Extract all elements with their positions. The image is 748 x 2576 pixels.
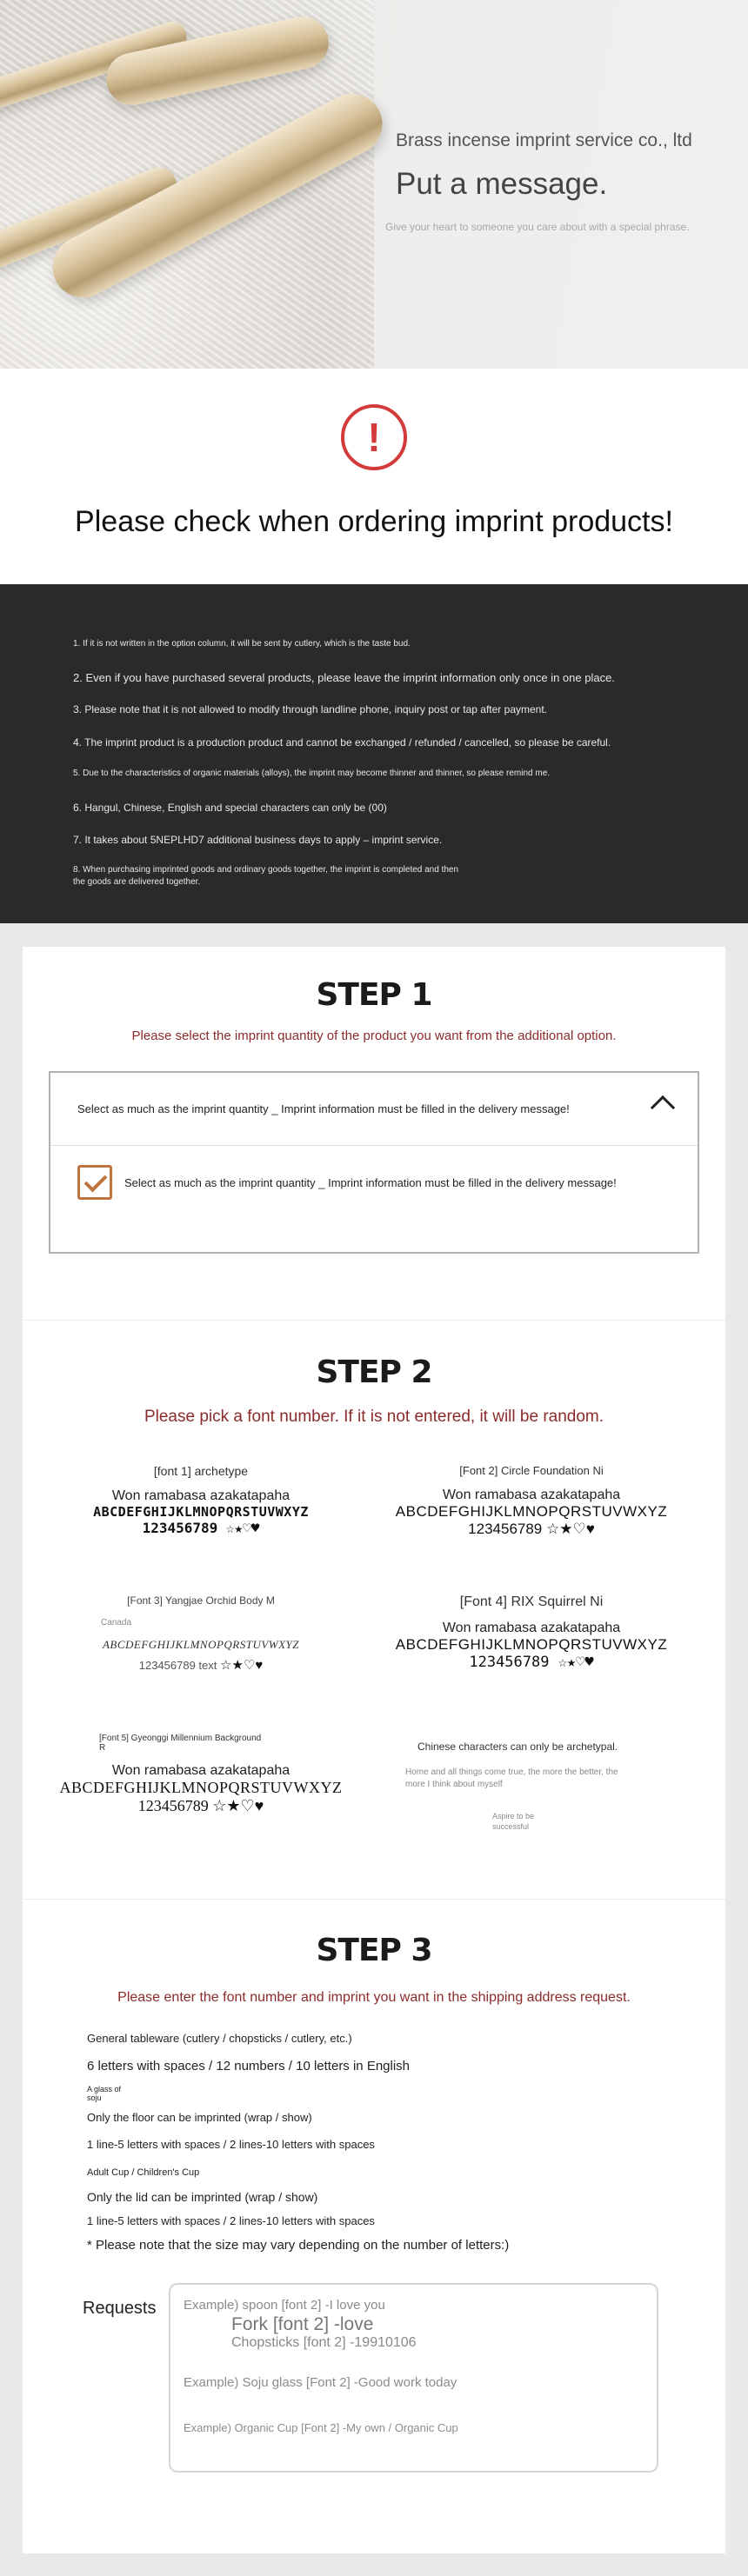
glass-note: Only the floor can be imprinted (wrap / show): [87, 2111, 312, 2124]
font-alphabet: ABCDEFGHIJKLMNOPQRSTUVWXYZ: [395, 1503, 668, 1520]
size-note: * Please note that the size may vary depending on the number of letters:): [87, 2238, 510, 2253]
notice-title: Please check when ordering imprint products!: [75, 505, 673, 538]
font-name: [Font 3] Yangjae Orchid Body M: [127, 1594, 275, 1607]
step3-rules: [23, 2032, 725, 2253]
font-sample-text: Won ramabasa azakatapaha: [111, 1763, 291, 1778]
request-example: Example) Soju glass [Font 2] -Good work today: [184, 2375, 457, 2390]
font-grid: [23, 1427, 725, 1879]
font-sample-3: [57, 1594, 344, 1673]
chinese-example: Aspire to be: [492, 1812, 535, 1821]
font-sample-2: [388, 1464, 675, 1538]
exclamation-icon: !: [341, 404, 407, 470]
rule-item: 8. When purchasing imprinted goods and ordinary goods together, the imprint is completed and then: [73, 865, 459, 875]
chinese-example: Home and all things come true, the more the better, the: [405, 1767, 618, 1777]
company-name: Brass incense imprint service co., ltd: [396, 130, 692, 150]
font-name: [Font 4] RIX Squirrel Ni: [459, 1594, 604, 1609]
font-alphabet: ABCDEFGHIJKLMNOPQRSTUVWXYZ: [395, 1636, 668, 1653]
rules-panel: [0, 584, 748, 923]
hero-text-block: [385, 130, 744, 233]
font-sample-1: [57, 1464, 344, 1536]
hero-subtitle: Give your heart to someone you care about with a special phrase.: [385, 221, 690, 233]
step2-section: [23, 1321, 725, 1900]
rule-item: 3. Please note that it is not allowed to modify through landline phone, inquiry post or tap after payment.: [73, 703, 547, 716]
step3-section: [23, 1900, 725, 2553]
font-numbers: 123456789 ☆★♡♥: [142, 1520, 260, 1536]
cup-label: Adult Cup / Children's Cup: [87, 2167, 200, 2178]
glass-rule: 1 line-5 letters with spaces / 2 lines-10 letters with spaces: [87, 2138, 375, 2151]
font-name-line2: R: [99, 1743, 106, 1753]
cup-rule: 1 line-5 letters with spaces / 2 lines-10 letters with spaces: [87, 2214, 375, 2227]
font-sample-text: Won ramabasa azakatapaha: [111, 1488, 291, 1503]
font-name: [font 1] archetype: [153, 1464, 249, 1478]
option-dropdown[interactable]: [49, 1071, 699, 1254]
cup-note: Only the lid can be imprinted (wrap / show): [87, 2190, 318, 2204]
font-alphabet: ABCDEFGHIJKLMNOPQRSTUVWXYZ: [102, 1637, 300, 1651]
font-numbers: 123456789 text: [138, 1658, 217, 1672]
font-numbers-row: [57, 1657, 344, 1673]
font-sample-text: Canada: [101, 1618, 132, 1627]
chinese-example: successful: [492, 1822, 530, 1832]
glass-label: A glass of: [87, 2085, 122, 2093]
hero-banner: [0, 0, 748, 369]
request-example: Chopsticks [font 2] -19910106: [231, 2335, 417, 2350]
hero-title: Put a message.: [396, 167, 608, 201]
glass-label: soju: [87, 2093, 102, 2102]
notice-section: [0, 369, 748, 584]
step2-subtitle: Please pick a font number. If it is not entered, it will be random.: [144, 1408, 604, 1426]
rule-item: the goods are delivered together.: [73, 876, 201, 887]
step1-subtitle: Please select the imprint quantity of the product you want from the additional option.: [131, 1028, 617, 1043]
font-sample-5: [57, 1734, 344, 1815]
steps-wrapper: [0, 923, 748, 2576]
general-rule: 6 letters with spaces / 12 numbers / 10 letters in English: [87, 2059, 411, 2073]
rule-item: 6. Hangul, Chinese, English and special characters can only be (00): [73, 801, 387, 814]
font-numbers: 123456789 ☆★♡♥: [469, 1654, 594, 1671]
font-sample-text: Won ramabasa azakatapaha: [442, 1621, 621, 1635]
general-label: General tableware (cutlery / chopsticks / cutlery, etc.): [87, 2032, 352, 2045]
requests-textarea[interactable]: [169, 2283, 658, 2473]
request-example: Example) spoon [font 2] -I love you: [184, 2298, 385, 2313]
step1-section: [23, 947, 725, 1321]
font-numbers: 123456789 ☆★♡♥: [468, 1521, 595, 1537]
request-example: Example) Organic Cup [Font 2] -My own / Organic Cup: [184, 2421, 458, 2434]
rule-item: 5. Due to the characteristics of organic materials (alloys), the imprint may become thinner and thinner, so please remind me.: [73, 769, 551, 779]
steps-card: [23, 947, 725, 2553]
font-alphabet: ABCDEFGHIJKLMNOPQRSTUVWXYZ: [93, 1504, 309, 1520]
rule-item: 4. The imprint product is a production product and cannot be exchanged / refunded / cancelled, so please be careful.: [73, 736, 611, 749]
requests-label: Requests: [83, 2299, 157, 2318]
step3-title: STEP 3: [316, 1933, 432, 1968]
font-alphabet: ABCDEFGHIJKLMNOPQRSTUVWXYZ: [59, 1779, 343, 1796]
option-item[interactable]: [50, 1146, 698, 1200]
rule-item: 2. Even if you have purchased several products, please leave the imprint information only once in one place.: [73, 670, 615, 684]
chinese-note-block: [405, 1741, 666, 1832]
chinese-note: Chinese characters can only be archetypal.: [417, 1741, 618, 1753]
font-sample-4: [388, 1594, 675, 1671]
step1-title: STEP 1: [316, 977, 432, 1013]
font-name: [Font 2] Circle Foundation Ni: [459, 1464, 604, 1477]
font-sample-text: Won ramabasa azakatapaha: [442, 1488, 621, 1502]
step3-subtitle: Please enter the font number and imprint you want in the shipping address request.: [117, 1990, 631, 2005]
font-name: [Font 5] Gyeonggi Millennium Background: [99, 1734, 262, 1743]
rule-item: 1. If it is not written in the option column, it will be sent by cutlery, which is the taste bud.: [73, 639, 411, 649]
font-marks: ☆★♡♥: [220, 1657, 264, 1673]
rule-item: 7. It takes about 5NEPLHD7 additional business days to apply – imprint service.: [73, 834, 443, 847]
font-numbers: 123456789 ☆★♡♥: [137, 1797, 264, 1814]
step2-title: STEP 2: [316, 1355, 432, 1390]
requests-block: [23, 2283, 725, 2474]
checkbox-checked[interactable]: [77, 1165, 112, 1200]
chinese-example: more I think about myself: [405, 1779, 503, 1789]
option-item-label: Select as much as the imprint quantity _ Imprint information must be filled in the delivery message!: [124, 1175, 617, 1189]
option-dropdown-header[interactable]: Select as much as the imprint quantity _ Imprint information must be filled in the delivery message!: [50, 1073, 698, 1146]
request-example: Fork [font 2] -love: [231, 2314, 374, 2334]
